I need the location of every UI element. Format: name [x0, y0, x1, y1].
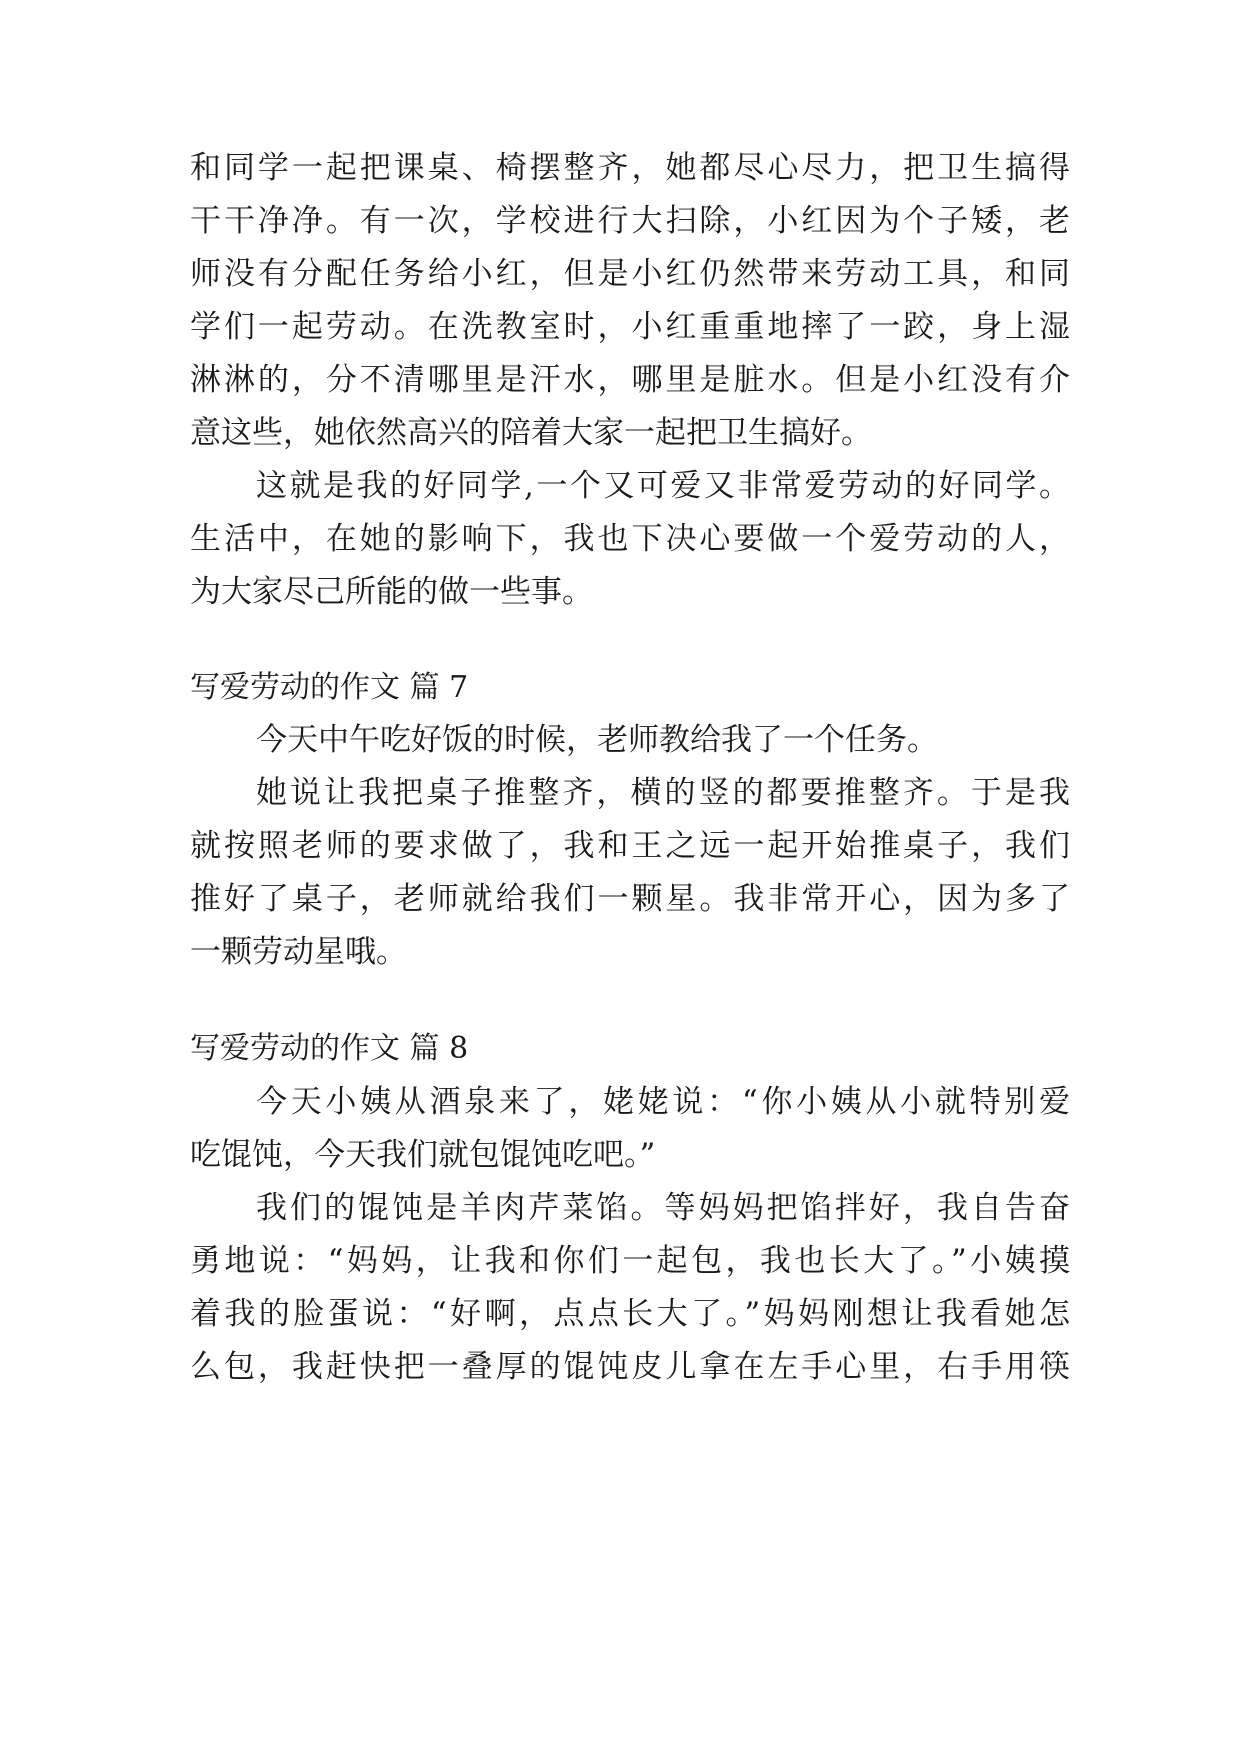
body-line: 为大家尽己所能的做一些事。 [190, 574, 593, 610]
body-line: 吃馄饨，今天我们就包馄饨吃吧。” [190, 1137, 656, 1173]
body-line: 生活中，在她的影响下，我也下决心要做一个爱劳动的人， [190, 521, 1070, 557]
body-line: 师没有分配任务给小红，但是小红仍然带来劳动工具，和同 [190, 256, 1070, 292]
body-line: 学们一起劳动。在洗教室时，小红重重地摔了一跤，身上湿 [190, 309, 1070, 345]
paragraph-first-line: 我们的馄饨是羊肉芹菜馅。等妈妈把馅拌好，我自告奋 [256, 1190, 1070, 1226]
section-heading: 写爱劳动的作文 篇 8 [190, 1031, 469, 1066]
body-line: 就按照老师的要求做了，我和王之远一起开始推桌子，我们 [190, 828, 1070, 864]
body-line: 和同学一起把课桌、椅摆整齐，她都尽心尽力，把卫生搞得 [190, 150, 1070, 186]
paragraph-first-line: 今天小姨从酒泉来了，姥姥说：“你小姨从小就特别爱 [256, 1084, 1070, 1120]
body-line: 勇地说：“妈妈，让我和你们一起包，我也长大了。”小姨摸 [190, 1243, 1070, 1279]
section-heading: 写爱劳动的作文 篇 7 [190, 670, 469, 705]
body-line: 淋淋的，分不清哪里是汗水，哪里是脏水。但是小红没有介 [190, 362, 1070, 398]
paragraph-first-line: 她说让我把桌子推整齐，横的竖的都要推整齐。于是我 [256, 775, 1070, 811]
body-line: 一颗劳动星哦。 [190, 934, 407, 970]
body-line: 意这些，她依然高兴的陪着大家一起把卫生搞好。 [190, 415, 872, 451]
body-line: 么包，我赶快把一叠厚的馄饨皮儿拿在左手心里，右手用筷 [190, 1349, 1070, 1385]
body-line: 推好了桌子，老师就给我们一颗星。我非常开心，因为多了 [190, 881, 1070, 917]
paragraph-first-line: 今天中午吃好饭的时候，老师教给我了一个任务。 [256, 722, 938, 758]
body-line: 着我的脸蛋说：“好啊，点点长大了。”妈妈刚想让我看她怎 [190, 1296, 1070, 1332]
paragraph-first-line: 这就是我的好同学,一个又可爱又非常爱劳动的好同学。 [256, 468, 1070, 504]
body-line: 干干净净。有一次，学校进行大扫除，小红因为个子矮，老 [190, 203, 1070, 239]
